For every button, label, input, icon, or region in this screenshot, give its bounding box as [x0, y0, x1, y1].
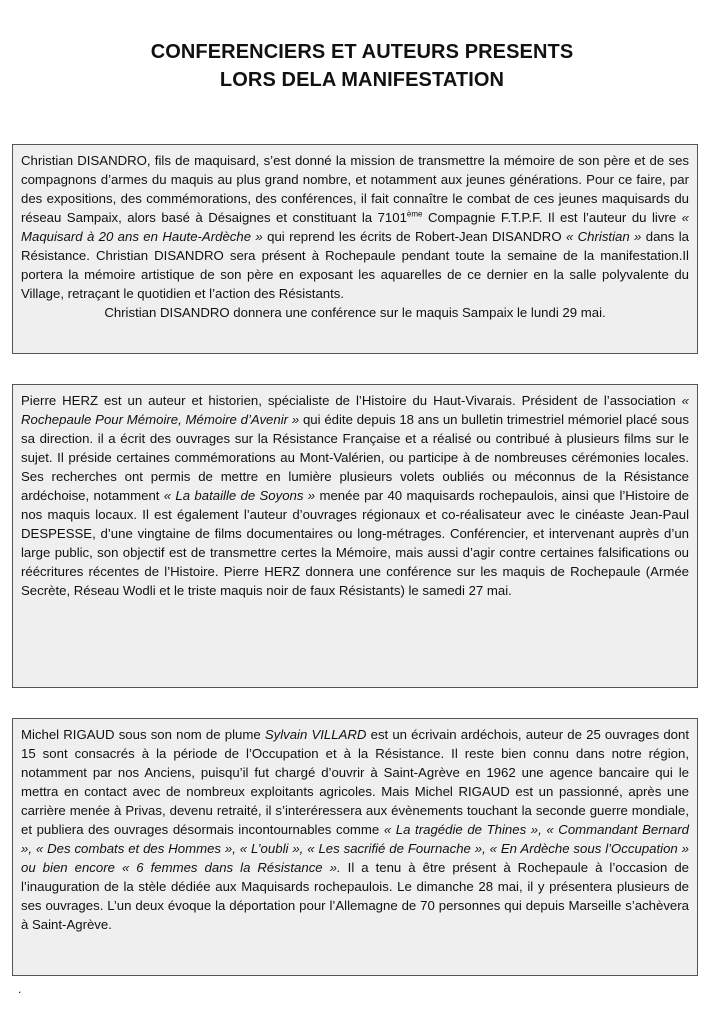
box2-text-2: qui édite depuis 18 ans un bulletin trimestriel mémoriel placé sous sa direction. il a écrit des ouvrages sur la Résistance Française et a réalisé ou contribué à plusieurs films sur le sujet. Il préside certaines commémorations au Mont-Valérien, ou participe à de nombreuses cérémonies locales. Ses recherches ont permis de mettre en lumière plusieurs volets oubliés ou méconnus de la Résistance ardéchoise, notamment	[21, 412, 689, 503]
page-title	[0, 38, 724, 94]
author-box-disandro	[12, 144, 698, 354]
box3-text-3: Il a tenu à être présent à Rochepaule à l’occasion de l’inauguration de la stèle dédiée aux Maquisards rochepaulois. Le dimanche 28 mai, il y présentera plusieurs de ses ouvrages. L’un deux évoque la déportation pour l’Allemagne de 70 personnes qui depuis Marseille s’achèvera à Saint-Agrève.	[21, 860, 690, 932]
box1-text-1: Christian DISANDRO, fils de maquisard, s’est donné la mission de transmettre la mémoire de son père et de ses compagnons d’armes du maquis au plus grand nombre, et notamment aux jeunes générations. Pour ce faire, par des expositions, des commémorations, des conférences, il fait connaître le combat de ces jeunes maquisards du réseau Sampaix, alors basé à Désaignes et constituant la 7101	[21, 153, 689, 225]
box3-text-1: Michel RIGAUD sous son nom de plume	[21, 727, 265, 742]
author-box-herz	[12, 384, 698, 688]
footer-dot: .	[18, 982, 22, 996]
box1-text-3: qui reprend les écrits de Robert-Jean DISANDRO	[262, 229, 566, 244]
title-line-1: CONFERENCIERS ET AUTEURS PRESENTS	[150, 41, 574, 63]
box1-superscript: ème	[406, 209, 423, 219]
box1-text-2: Compagnie F.T.P.F. Il est l’auteur du livre	[422, 210, 682, 225]
box1-book-title: « Maquisard à 20 ans en Haute-Ardèche »	[21, 210, 689, 244]
box3-pen-name: Sylvain VILLARD	[264, 727, 367, 742]
author-box-rigaud	[12, 718, 698, 976]
box2-text-1: Pierre HERZ est un auteur et historien, spécialiste de l’Histoire du Haut-Vivarais. Président de l’association	[21, 393, 682, 408]
box1-text-4: dans la Résistance. Christian DISANDRO sera présent à Rochepaule pendant toute la semaine de la manifestation.Il portera la mémoire artistique de son père en exposant les aquarelles de ce dernier en la salle polyvalente du Village, retraçant le quotidien et l’action des Résistants.	[21, 229, 689, 301]
box3-text-2: est un écrivain ardéchois, auteur de 25 ouvrages dont 15 sont consacrés à la période de l’Occupation et à la Résistance. Il reste bien connu dans notre région, notamment par nos Anciens, puisqu’il fut chargé d’ouvrir à Saint-Agrève en 1962 une agence bancaire qui le mettra en contact avec de nombreux exploitants agricoles. Mais Michel RIGAUD est un passionné, après une carrière menée à Privas, devenu retraité, il s’interéressera aux évènements touchant la seconde guerre mondiale, et publiera des ouvrages désormais incontournables comme	[21, 727, 689, 837]
box3-book-titles: « La tragédie de Thines », « Commandant Bernard », « Des combats et des Hommes », « L’oubli », « Les sacrifié de Fournache », « En Ardèche sous l’Occupation » ou bien encore « 6 femmes dans la Résistance ».	[21, 822, 689, 875]
box2-text-3: menée par 40 maquisards rochepaulois, ainsi que l’Histoire de nos maquis locaux. Il est également l’auteur d’ouvrages régionaux et co-réalisateur avec le cinéaste Jean-Paul DESPESSE, d’une vingtaine de films documentaires ou long-métrages. Conférencier, et intervenant auprès d’un large public, son objectif est de transmettre certes la Mémoire, mais aussi d’agir contre certaines falsifications ou réécritures récentes de l’Histoire. Pierre HERZ donnera une conférence sur les maquis de Rochepaule (Armée Secrète, Réseau Wodli et le triste maquis noir de faux Résistants) le samedi 27 mai.	[21, 488, 689, 598]
title-line-2: LORS DELA MANIFESTATION	[219, 69, 505, 91]
box1-christian-title: « Christian »	[565, 229, 642, 244]
box1-conference-line: Christian DISANDRO donnera une conférence sur le maquis Sampaix le lundi 29 mai.	[104, 305, 606, 320]
box2-soyons-title: « La bataille de Soyons »	[163, 488, 316, 503]
box2-association-name: « Rochepaule Pour Mémoire, Mémoire d’Avenir »	[21, 393, 689, 427]
